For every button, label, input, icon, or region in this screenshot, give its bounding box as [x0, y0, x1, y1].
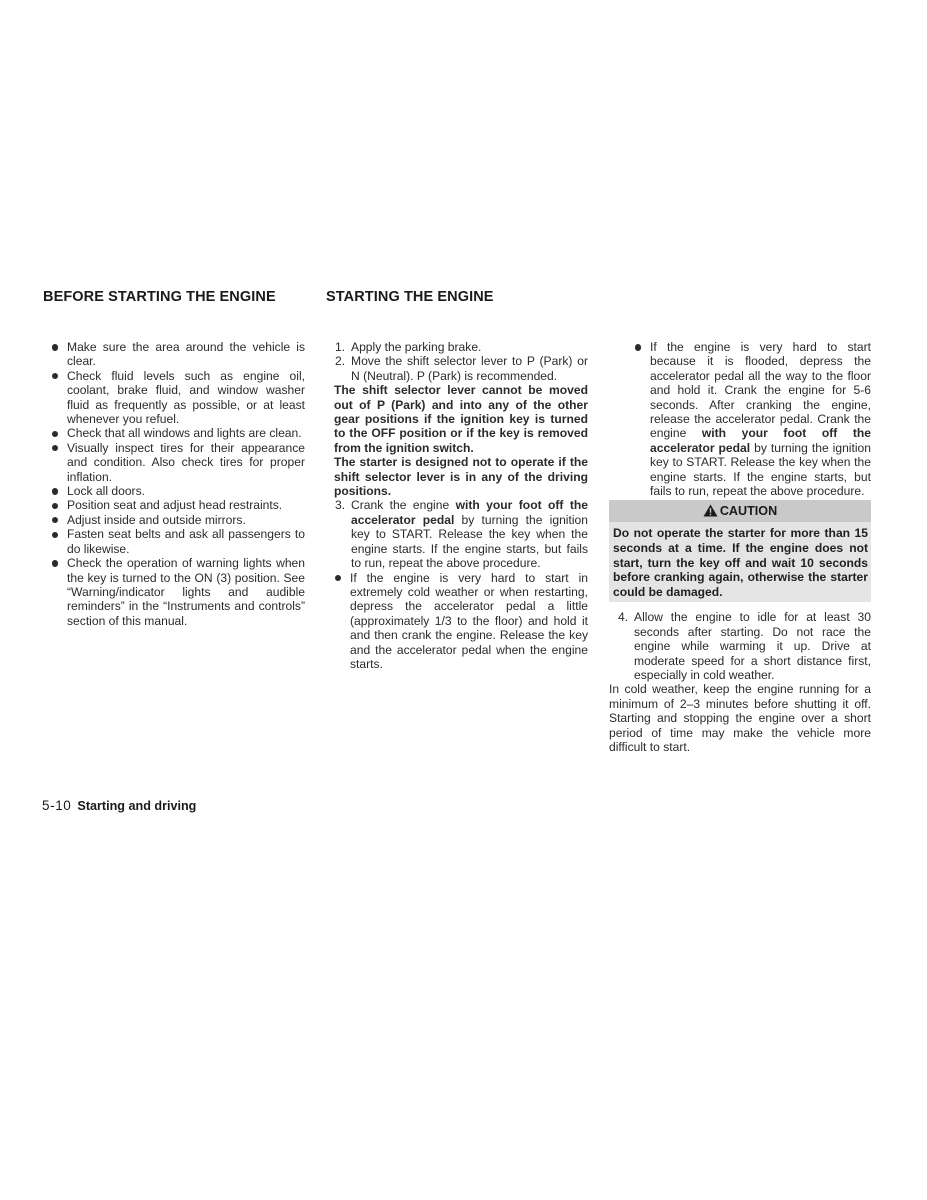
step-number: 2.: [335, 354, 346, 369]
list-item: Position seat and adjust head restraints.: [51, 498, 305, 512]
step-text: Crank the engine: [351, 498, 456, 513]
step-4: [617, 610, 871, 682]
step-text: Apply the parking brake.: [351, 340, 482, 354]
page-footer: [42, 798, 196, 813]
section-title: Starting and driving: [77, 799, 197, 813]
step-2: [334, 354, 588, 383]
warning-triangle-icon: [703, 504, 718, 517]
list-item: Visually inspect tires for their appearance and condition. Also check tires for proper inflation.: [51, 441, 305, 484]
caution-box: [609, 500, 871, 602]
list-item: Check fluid levels such as engine oil, coolant, brake fluid, and window washer fluid as frequently as possible, or at least whenever you refuel.: [51, 369, 305, 427]
step-number: 3.: [335, 498, 346, 513]
heading-starting-engine: STARTING THE ENGINE: [326, 289, 494, 305]
step-number: 1.: [335, 340, 346, 354]
heading-before-starting: BEFORE STARTING THE ENGINE: [43, 289, 276, 305]
caution-header: [609, 500, 871, 522]
starting-steps-column: [334, 340, 588, 671]
flood-emphasis: with your foot off the accelerator pedal: [650, 426, 871, 455]
step-text: Allow the engine to idle for at least 30 seconds after starting. Do not race the engine while warming it up. Drive at moderate speed for a short distance first, especially in cold weather.: [634, 610, 871, 683]
caution-text: Do not operate the starter for more than 15 seconds at a time. If the engine does not start, turn the key off and wait 10 seconds before cranking again, otherwise the starter could be damaged.: [609, 522, 871, 602]
list-item: Lock all doors.: [51, 484, 305, 498]
starting-steps-column-continued: [609, 340, 871, 755]
starter-note: The starter is designed not to operate if the shift selector lever is in any of the driving positions.: [334, 455, 588, 499]
cold-start-bullet: If the engine is very hard to start in extremely cold weather or when restarting, depress the accelerator pedal a little (approximately 1/3 to the floor) and hold it and then crank the engine. Release the key and the accelerator pedal when the engine starts.: [334, 571, 588, 672]
step-text: Move the shift selector lever to P (Park) or N (Neutral). P (Park) is recommended.: [351, 354, 588, 383]
before-starting-list: [51, 340, 305, 628]
step-3: [334, 498, 588, 570]
list-item: Fasten seat belts and ask all passengers to do likewise.: [51, 527, 305, 556]
shift-lever-note: The shift selector lever cannot be moved out of P (Park) and into any of the other gear positions if the ignition key is turned to the OFF position or if the key is removed from the ignition switch.: [334, 383, 588, 455]
page-number: 5-10: [42, 798, 72, 813]
list-item: Check the operation of warning lights when the key is turned to the ON (3) position. See “Warning/indicator lights and audible reminders” in the “Instruments and controls” section of this manual.: [51, 556, 305, 628]
list-item: Check that all windows and lights are clean.: [51, 426, 305, 440]
step-text-emphasis: with your foot off the accelerator pedal: [351, 498, 588, 527]
cold-weather-paragraph: In cold weather, keep the engine running for a minimum of 2–3 minutes before shutting it off. Starting and stopping the engine over a short period of time may make the vehicle more difficult to start.: [609, 682, 871, 755]
step-1: [334, 340, 588, 354]
step-number: 4.: [618, 610, 629, 625]
step-text: by turning the ignition key to START. Release the key when the engine starts. If the engine starts, but fails to run, repeat the above procedure.: [351, 512, 588, 571]
flooded-engine-bullet: If the engine is very hard to start because it is flooded, depress the accelerator pedal all the way to the floor and hold it. Crank the engine for 5-6 seconds. After cranking the engine, release the accelerator pedal. Crank the engine with your foot off the accelerator pedal by turning the ignition key to START. Release the key when the engine starts. If the engine starts, but fails to run, repeat the above procedure.: [634, 340, 871, 498]
caution-title: CAUTION: [719, 504, 778, 519]
list-item: Make sure the area around the vehicle is clear.: [51, 340, 305, 369]
list-item: Adjust inside and outside mirrors.: [51, 513, 305, 527]
